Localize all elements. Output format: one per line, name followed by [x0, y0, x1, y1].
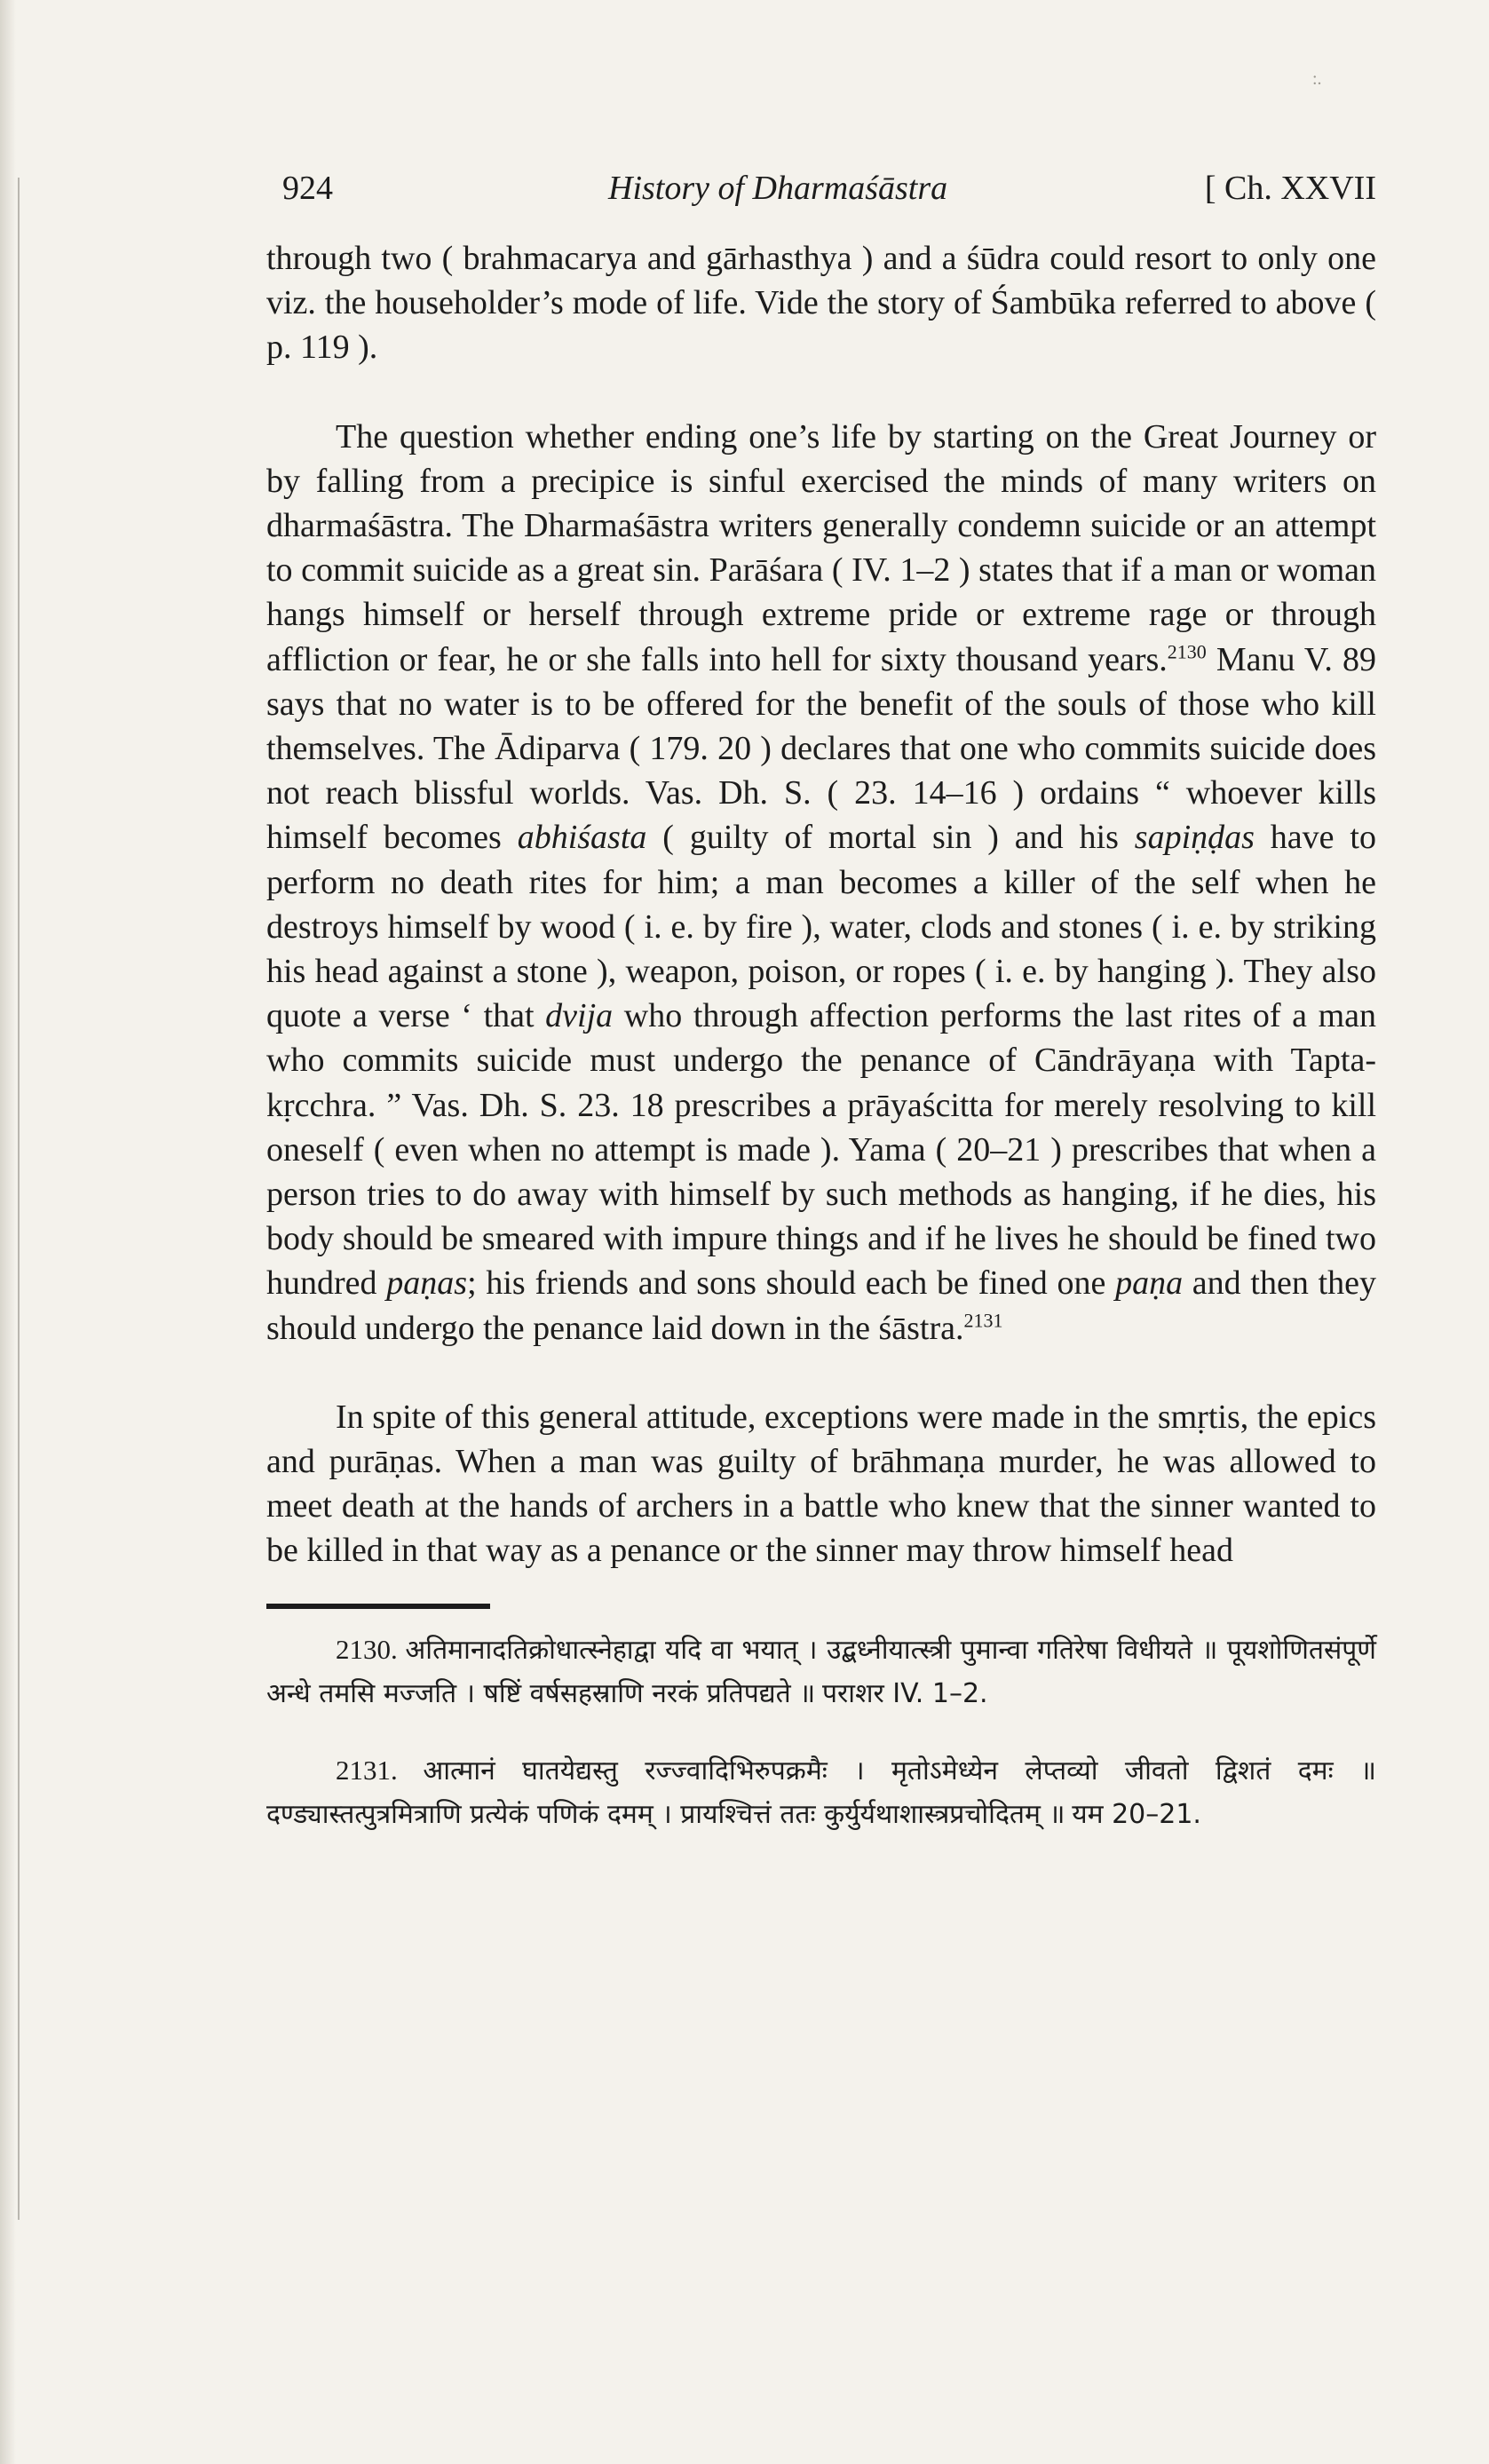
paragraph-3: In spite of this general attitude, exceptions were made in the smṛtis, the epics and purāṇas. When a man was guilty of brāhmaṇa murder, he was allowed to meet death at the hands of archers in a battle who knew that the sinner wanted to be killed in that way as a penance or the sinner may throw himself head: [266, 1398, 1376, 1570]
footnote-ref-2130[interactable]: 2130: [1167, 639, 1207, 662]
footnotes: [266, 1628, 1376, 1836]
page-binding-shadow: [0, 0, 16, 2464]
paragraph-2-cont-3: have to perform no death rites for him; a man becomes a killer of the self when he destroys himself by wood ( i. e. by fire ), water, clods and stones ( i. e. by striking his head against a stone ), weapon, poison, or ropes ( i. e. by hanging ). They also quote a verse ‘ that: [266, 819, 1376, 1035]
paragraph-2-text: The question whether ending one’s life by starting on the Great Journey or by falling from a precipice is sinful exercised the minds of many writers on dharmaśāstra. The Dharmaśāstra writers generally condemn suicide or an attempt to commit suicide as a great sin. Parāśara ( IV. 1–2 ) states that if a man or woman hangs himself or herself through extreme pride or extreme rage or through affliction or fear, he or she falls into hell for sixty thousand years.: [266, 417, 1376, 678]
paragraph-2-cont-4: who through affection performs the last rites of a man who commits suicide must undergo the penance of Cāndrāyaṇa with Tapta-kṛcchra. ” Vas. Dh. S. 23. 18 prescribes a prāyaścitta for merely resolving to kill oneself ( even when no attempt is made ). Yama ( 20–21 ) prescribes that when a person tries to do away with himself by such methods as hanging, if he dies, his body should be smeared with impure things and if he lives he should be fined two hundred: [266, 997, 1376, 1303]
footnote-source: यम 20–21.: [1072, 1798, 1201, 1830]
footnote-number: 2131.: [336, 1754, 398, 1786]
footnote-sanskrit: अतिमानादतिक्रोधात्स्नेहाद्वा यदि वा भयात् । उद्बध्नीयात्स्त्री पुमान्वा गतिरेषा विधीयते ॥ पूयशोणितसंपूर्णे अन्धे तमसि मज्जति । षष्टिं वर्षसहस्राणि नरकं प्रतिपद्यते ॥: [266, 1634, 1377, 1709]
footnote-2130: [266, 1628, 1376, 1715]
paragraph-2-cont: Manu V. 89 says that no water is to be offered for the benefit of the souls of those who kill themselves. The Ādiparva ( 179. 20 ) declares that one who commits suicide does not reach blissful worlds. Vas. Dh. S. ( 23. 14–16 ) ordains “ whoever kills himself becomes: [266, 640, 1376, 857]
chapter-label: [ Ch. XXVII: [1204, 170, 1376, 207]
paragraph-1: through two ( brahmacarya and gārhasthya ) and a śūdra could resort to only one viz. the householder’s mode of life. Vide the story of Śambūka referred to above ( p. 119 ).: [266, 240, 1376, 367]
main-text: [266, 236, 1376, 1573]
binding-line: [18, 178, 20, 2220]
stray-mark: :.: [1312, 69, 1322, 89]
footnote-sanskrit: आत्मानं घातयेद्यस्तु रज्ज्वादिभिरुपक्रमैः । मृतोऽमेध्येन लेप्तव्यो जीवतो द्विशतं दमः ॥ दण्ड्यास्तत्पुत्रमित्राणि प्रत्येकं पणिकं दमम् । प्रायश्चित्तं ततः कुर्युर्यथाशास्त्रप्रचोदितम् ॥: [266, 1755, 1377, 1830]
paragraph-2-cont-6: and then they should undergo the penance laid down in the śāstra.: [266, 1264, 1376, 1347]
running-title: History of Dharmaśāstra: [608, 170, 948, 207]
page-number: 924: [282, 170, 333, 207]
paragraph-2: [266, 415, 1376, 1351]
term-dvija: dvija: [545, 997, 614, 1035]
paragraph-2-cont-5: ; his friends and sons should each be fined one: [467, 1264, 1116, 1303]
paragraph-2-cont-2: ( guilty of mortal sin ) and his: [646, 819, 1135, 857]
footnote-number: 2130.: [336, 1633, 398, 1665]
footnote-source: पराशर IV. 1–2.: [822, 1677, 988, 1709]
footnote-rule: [266, 1604, 490, 1609]
term-sapindas: sapiṇḍas: [1134, 819, 1255, 857]
term-panas: paṇas: [386, 1264, 468, 1303]
book-page: [266, 160, 1376, 1870]
footnote-ref-2131[interactable]: 2131: [963, 1309, 1003, 1332]
footnote-2131: [266, 1749, 1376, 1836]
term-abhisasta: abhiśasta: [517, 819, 647, 857]
running-head: [266, 160, 1376, 213]
term-pana: paṇa: [1115, 1264, 1184, 1303]
